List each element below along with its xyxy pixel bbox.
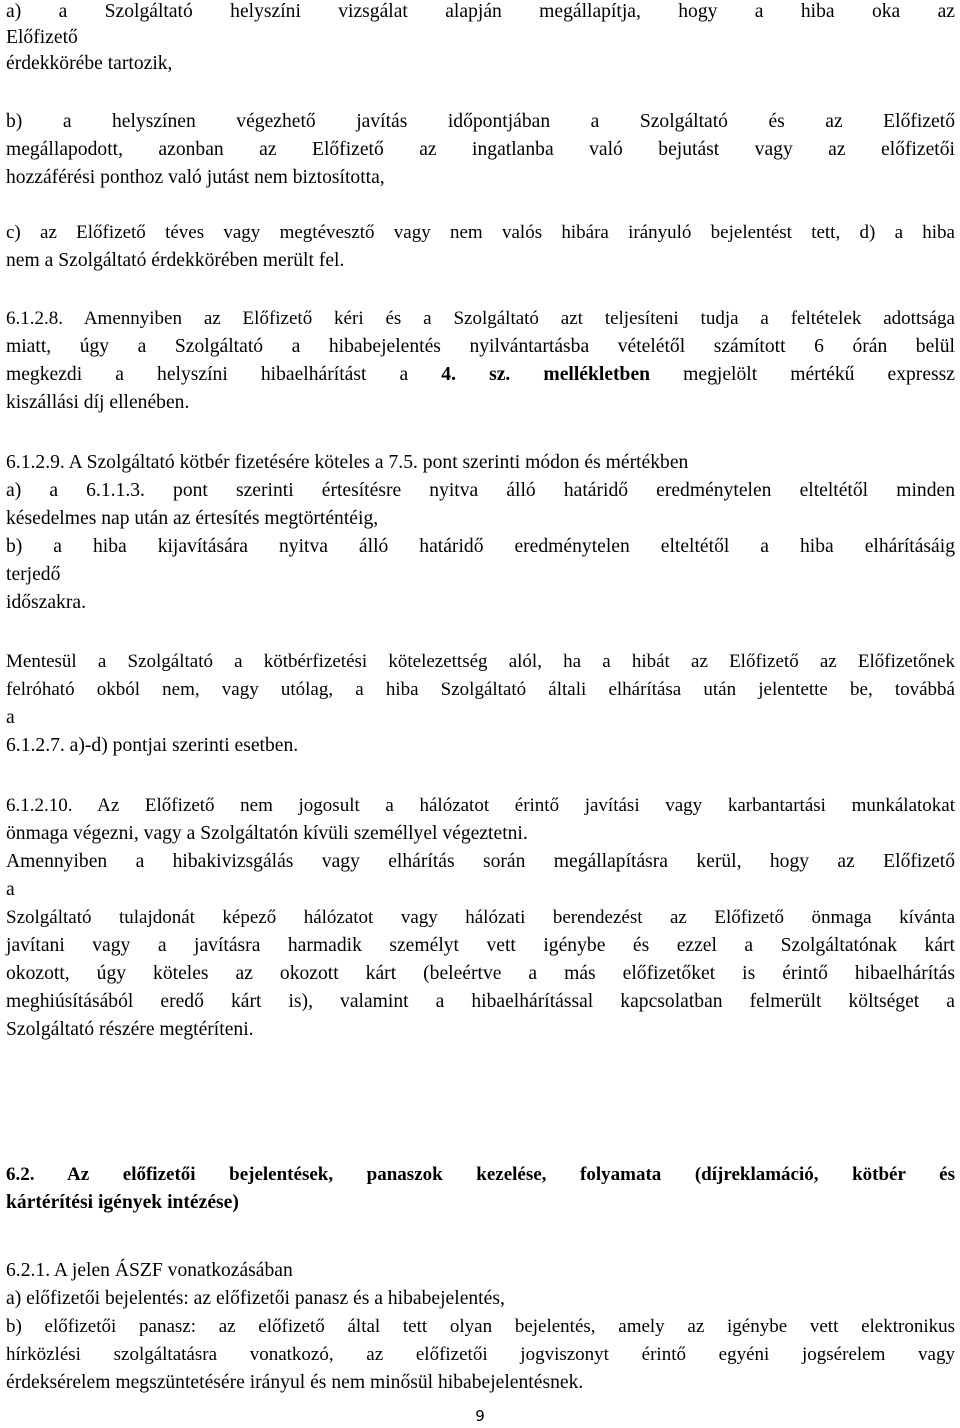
- section-6-1-2-10-line-3: Amennyiben a hibakivizsgálás vagy elhárítás során megállapításra kerül, hogy az Előfizető: [6, 851, 955, 872]
- exemption-line-3: a: [6, 707, 15, 728]
- section-6-1-2-10-line-1: 6.1.2.10. Az Előfizető nem jogosult a hálózatot érintő javítási vagy karbantartási munkálatokat: [6, 795, 955, 816]
- paragraph-b-line-3: hozzáférési ponthoz való jutást nem biztosította,: [6, 167, 385, 188]
- paragraph-b-line-2: megállapodott, azonban az Előfizető az ingatlanba való bejutást vagy az előfizetői: [6, 139, 955, 160]
- section-6-1-2-10-line-6: javítani vagy a javításra harmadik személyt vett igénybe és ezzel a Szolgáltatónak kárt: [6, 935, 955, 956]
- page-number: 9: [475, 1407, 485, 1425]
- section-6-1-2-10-line-4: a: [6, 879, 15, 900]
- paragraph-a-line-3: érdekkörébe tartozik,: [6, 53, 173, 74]
- paragraph-a-line-1: a) a Szolgáltató helyszíni vizsgálat alapján megállapítja, hogy a hiba oka az: [6, 1, 955, 22]
- section-6-1-2-9-b-line-2: terjedő: [6, 564, 61, 585]
- section-6-1-2-8-line-2: miatt, úgy a Szolgáltató a hibabejelentés nyilvántartásba vételétől számított 6 órán belül: [6, 336, 955, 357]
- section-6-2-1-a: a) előfizetői bejelentés: az előfizetői panasz és a hibabejelentés,: [6, 1288, 505, 1309]
- paragraph-c-line-2: nem a Szolgáltató érdekkörében merült fel.: [6, 250, 345, 271]
- section-6-1-2-10-line-9: Szolgáltató részére megtéríteni.: [6, 1019, 254, 1040]
- exemption-line-4: 6.1.2.7. a)-d) pontjai szerinti esetben.: [6, 735, 299, 756]
- annex-reference: 4. sz. mellékletben: [441, 364, 651, 385]
- section-6-1-2-8-line-3-end: megjelölt mértékű expressz: [683, 364, 955, 385]
- exemption-line-1: Mentesül a Szolgáltató a kötbérfizetési kötelezettség alól, ha a hibát az Előfizető az Előfizetőnek: [6, 651, 955, 672]
- section-6-1-2-8-line-3: [6, 361, 955, 389]
- section-6-1-2-10-line-8: meghiúsításából eredő kárt is), valamint a hibaelhárítással kapcsolatban felmerült költséget a: [6, 991, 955, 1012]
- section-6-2-heading-line-2: kártérítési igények intézése): [6, 1192, 239, 1213]
- section-6-1-2-8-line-1: 6.1.2.8. Amennyiben az Előfizető kéri és a Szolgáltató azt teljesíteni tudja a feltételek adottsága: [6, 308, 955, 329]
- section-6-1-2-8-line-4: kiszállási díj ellenében.: [6, 392, 190, 413]
- section-6-1-2-9-a-line-1: a) a 6.1.1.3. pont szerinti értesítésre nyitva álló határidő eredménytelen elteltétől minden: [6, 480, 955, 501]
- section-6-2-1-heading: 6.2.1. A jelen ÁSZF vonatkozásában: [6, 1260, 293, 1281]
- exemption-line-2: felróható okból nem, vagy utólag, a hiba Szolgáltató általi elhárítása után jelentette be, továbbá: [6, 679, 955, 700]
- section-6-1-2-9-heading: 6.1.2.9. A Szolgáltató kötbér fizetésére köteles a 7.5. pont szerinti módon és mértékben: [6, 452, 689, 473]
- section-6-1-2-10-line-5: Szolgáltató tulajdonát képező hálózatot vagy hálózati berendezést az Előfizető önmaga kívánta: [6, 907, 955, 928]
- section-6-1-2-8-line-3-start: megkezdi a helyszíni hibaelhárítást a: [6, 364, 409, 385]
- paragraph-c-line-1: c) az Előfizető téves vagy megtévesztő vagy nem valós hibára irányuló bejelentést tett, d) a hiba: [6, 222, 955, 243]
- section-6-2-1-b-line-3: érdeksérelem megszüntetésére irányul és nem minősül hibabejelentésnek.: [6, 1372, 584, 1393]
- section-6-1-2-10-line-7: okozott, úgy köteles az okozott kárt (beleértve a más előfizetőket is érintő hibaelhárítás: [6, 963, 955, 984]
- section-6-2-1-b-line-2: hírközlési szolgáltatásra vonatkozó, az előfizetői jogviszonyt érintő egyéni jogsérelem vagy: [6, 1344, 955, 1365]
- paragraph-b-line-1: b) a helyszínen végezhető javítás időpontjában a Szolgáltató és az Előfizető: [6, 111, 955, 132]
- section-6-1-2-10-line-2: önmaga végezni, vagy a Szolgáltatón kívüli személlyel végeztetni.: [6, 823, 528, 844]
- section-6-2-1-b-line-1: b) előfizetői panasz: az előfizető által tett olyan bejelentés, amely az igénybe vett elektronikus: [6, 1316, 955, 1337]
- section-6-2-heading-line-1: 6.2. Az előfizetői bejelentések, panaszok kezelése, folyamata (díjreklamáció, kötbér és: [6, 1164, 955, 1185]
- section-6-1-2-9-b-line-3: időszakra.: [6, 592, 86, 613]
- section-6-1-2-9-b-line-1: b) a hiba kijavítására nyitva álló határidő eredménytelen elteltétől a hiba elhárításáig: [6, 536, 955, 557]
- paragraph-a-line-2: Előfizető: [6, 27, 78, 48]
- section-6-1-2-9-a-line-2: késedelmes nap után az értesítés megtörténtéig,: [6, 508, 379, 529]
